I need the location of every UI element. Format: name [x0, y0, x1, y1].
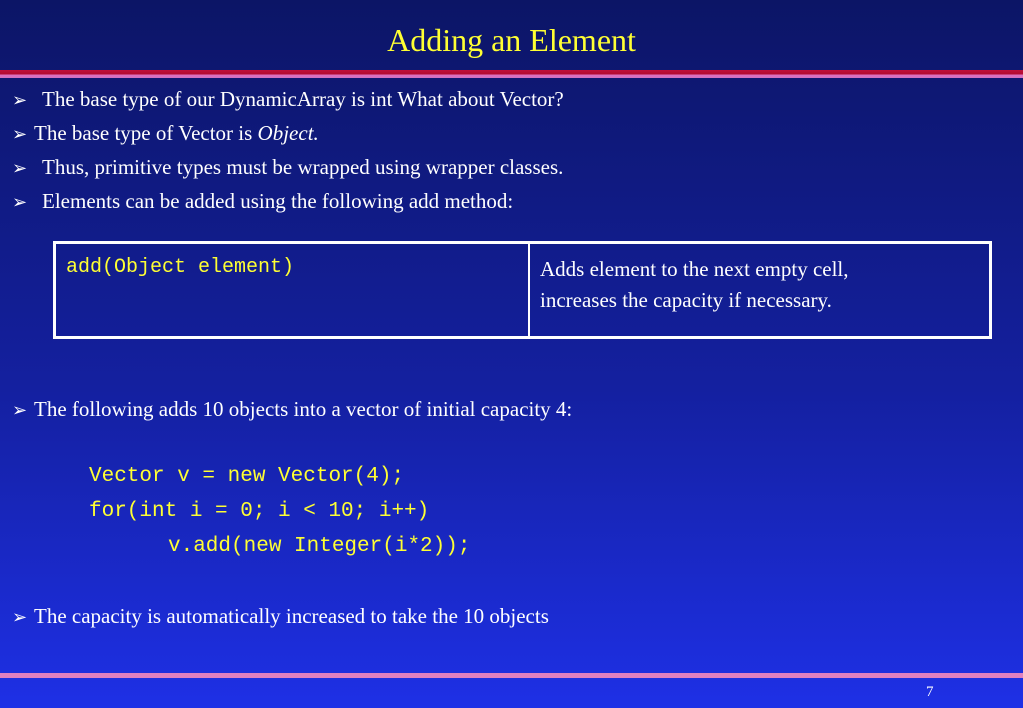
arrowhead-bullet-icon: ➢: [12, 124, 28, 145]
page-number: 7: [926, 684, 934, 700]
arrowhead-bullet-icon: ➢: [12, 192, 28, 213]
bullet-text: The base type of Vector is: [34, 121, 258, 145]
method-signature: add(Object element): [55, 243, 530, 338]
description-line: Adds element to the next empty cell,: [540, 257, 849, 281]
table-row: [55, 243, 991, 338]
method-table: [53, 241, 992, 339]
code-line: v.add(new Integer(i*2));: [168, 535, 471, 558]
bullet-item: [12, 154, 563, 182]
footer-divider: [0, 673, 1023, 678]
bullet-text: Elements can be added using the following add method:: [42, 189, 514, 213]
bullet-text: The capacity is automatically increased to take the 10 objects: [34, 604, 549, 628]
method-description: [529, 243, 991, 338]
title-divider: [0, 70, 1023, 78]
bullet-item: [12, 603, 549, 631]
bullet-emphasis: Object.: [257, 121, 319, 145]
description-line: increases the capacity if necessary.: [540, 288, 832, 312]
bullet-text: The following adds 10 objects into a vector of initial capacity 4:: [34, 397, 573, 421]
bullet-item: [12, 396, 572, 424]
bullet-item: [12, 120, 319, 148]
code-line: for(int i = 0; i < 10; i++): [89, 500, 430, 523]
bullet-item: [12, 188, 513, 216]
code-line: Vector v = new Vector(4);: [89, 465, 405, 488]
bullet-text: The base type of our DynamicArray is int What about Vector?: [42, 87, 564, 111]
arrowhead-bullet-icon: ➢: [12, 400, 28, 421]
bullet-text: Thus, primitive types must be wrapped using wrapper classes.: [42, 155, 564, 179]
arrowhead-bullet-icon: ➢: [12, 90, 28, 111]
slide-title: Adding an Element: [387, 22, 636, 58]
arrowhead-bullet-icon: ➢: [12, 607, 28, 628]
arrowhead-bullet-icon: ➢: [12, 158, 28, 179]
bullet-item: [12, 86, 564, 114]
